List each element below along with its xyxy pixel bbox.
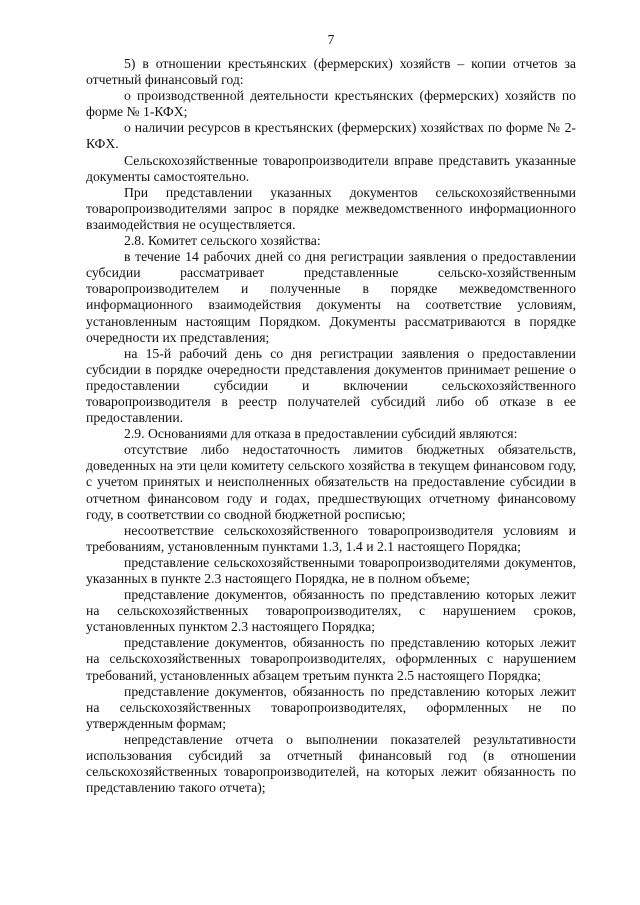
paragraph-self-submission: Сельскохозяйственные товаропроизводители вправе представить указанные документы самостоятельно. <box>86 152 576 184</box>
paragraph-no-interagency-request: При представлении указанных документов сельскохозяйственными товаропроизводителями запрос в порядке межведомственного информационного взаимодействия не осуществляется. <box>86 184 576 232</box>
paragraph-form-1-kfh: о производственной деятельности крестьянских (фермерских) хозяйств по форме № 1-КФХ; <box>86 88 576 120</box>
paragraph-form-2-kfh: о наличии ресурсов в крестьянских (фермерских) хозяйствах по форме № 2-КФХ. <box>86 120 576 152</box>
paragraph-farm-reports: 5) в отношении крестьянских (фермерских) хозяйств – копии отчетов за отчетный финансовый год: <box>86 56 576 88</box>
paragraph-clause-2-9: 2.9. Основаниями для отказа в предоставлении субсидий являются: <box>124 426 518 442</box>
document-body <box>86 56 576 796</box>
paragraph-noncompliance: несоответствие сельскохозяйственного товаропроизводителя условиям и требованиям, установленным пунктами 1.3, 1.4 и 2.1 настоящего Порядка; <box>86 522 576 554</box>
paragraph-missing-report: непредставление отчета о выполнении показателей результативности использования субсидий за отчетный финансовый год (в отношении сельскохозяйственных товаропроизводителей, на которых лежит обязанность по представлению такого отчета); <box>86 731 576 796</box>
paragraph-incomplete-documents: представление сельскохозяйственными товаропроизводителями документов, указанных в пункте 2.3 настоящего Порядка, не в полном объеме; <box>86 554 576 586</box>
paragraph-format-violation: представление документов, обязанность по представлению которых лежит на сельскохозяйственных товаропроизводителях, оформленных с нарушением требований, установленных абзацем третьим пункта 2.5 настоящего Порядка; <box>86 635 576 683</box>
paragraph-late-documents: представление документов, обязанность по представлению которых лежит на сельскохозяйственных товаропроизводителях, с нарушением сроков, установленных пунктом 2.3 настоящего Порядка; <box>86 587 576 635</box>
paragraph-clause-2-8: 2.8. Комитет сельского хозяйства: <box>124 233 321 249</box>
paragraph-decision-15th-day: на 15-й рабочий день со дня регистрации заявления о предоставлении субсидии в порядке очередности представления документов принимает решение о предоставлении субсидии и включении сельскохозяйственного товаропроизводителя в реестр получателей субсидий либо об отказе в ее предоставлении. <box>86 345 576 426</box>
paragraph-limits-insufficient: отсутствие либо недостаточность лимитов бюджетных обязательств, доведенных на эти цели комитету сельского хозяйства в текущем финансовом году, с учетом принятых и неисполненных обязательств на предоставление субсидии в отчетном финансовом году и годах, предшествующих отчетному финансовому году, в соответствии со сводной бюджетной росписью; <box>86 442 576 522</box>
paragraph-unapproved-forms: представление документов, обязанность по представлению которых лежит на сельскохозяйственных товаропроизводителях, оформленных не по утвержденным формам; <box>86 683 576 731</box>
page-number: 7 <box>327 32 335 47</box>
paragraph-review-14-days: в течение 14 рабочих дней со дня регистрации заявления о предоставлении субсидии рассматривает представленные сельско-хозяйственным товаропроизводителем и полученные в порядке межведомственного информационного взаимодействия документы на соответствие условиям, установленным настоящим Порядком. Документы рассматриваются в порядке очередности их представления; <box>86 249 576 345</box>
document-page <box>86 0 576 905</box>
